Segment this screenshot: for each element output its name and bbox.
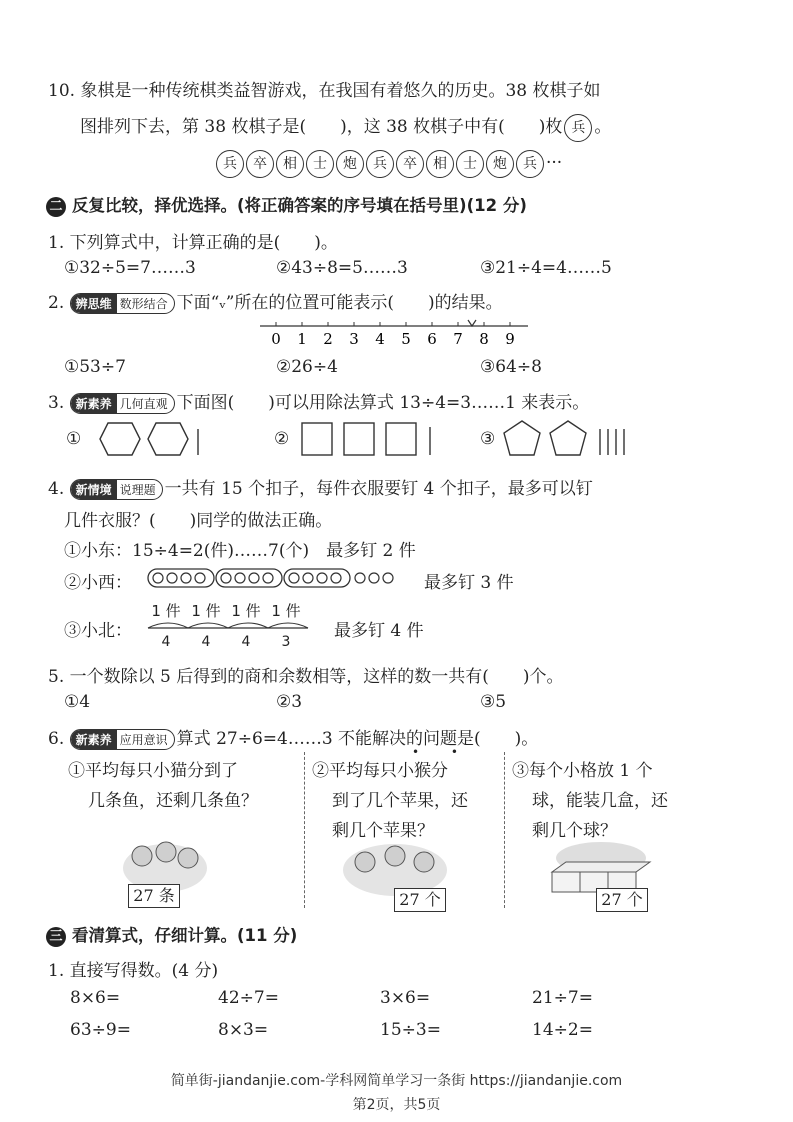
q2-stem xyxy=(48,288,503,314)
tick-label: 0 xyxy=(271,330,281,348)
tick-label: 1 xyxy=(297,330,307,348)
q10-line1: 10. 象棋是一种传统棋类益智游戏，在我国有着悠久的历史。38 枚棋子如 xyxy=(48,81,601,101)
q1-option-3: ③21÷4=4……5 xyxy=(480,258,612,278)
calc-8: 14÷2= xyxy=(532,1020,593,1040)
button-bead xyxy=(181,573,191,583)
q3-number: 3. xyxy=(48,393,65,413)
q6-c2-line2: 到了几个苹果，还 xyxy=(332,791,468,811)
q6-text: 算式 27÷6=4……3 不能解决的问题是( )。 xyxy=(176,729,539,749)
q10-line2-text: 图排列下去，第 38 枚棋子是( )，这 38 枚棋子中有( )枚 xyxy=(80,117,563,137)
q6-c1-line2: 几条鱼，还剩几条鱼？ xyxy=(88,791,258,811)
button-bead xyxy=(331,573,341,583)
check-marker-icon xyxy=(468,320,476,326)
divider xyxy=(304,752,305,908)
chess-piece: 士 xyxy=(306,150,334,178)
tick-label: 6 xyxy=(427,330,437,348)
q2-number: 2. xyxy=(48,293,65,313)
q4-option-b xyxy=(64,568,132,593)
tag-dark: 新情境 xyxy=(71,480,117,499)
q3-tag xyxy=(70,393,175,414)
q4-text: 一共有 15 个扣子，每件衣服要钉 4 个扣子，最多可以钉 xyxy=(164,479,593,499)
tick-label: 7 xyxy=(453,330,463,348)
tick-label: 4 xyxy=(375,330,385,348)
buttons-grouping-figure xyxy=(146,566,406,590)
q6-c2-line1: ②平均每只小猴分 xyxy=(312,761,448,781)
button-bead xyxy=(195,573,205,583)
q6-option-3 xyxy=(512,756,668,846)
tag-dark: 新素养 xyxy=(71,730,117,749)
chess-piece: 士 xyxy=(456,150,484,178)
q10-line2 xyxy=(80,112,611,142)
apples-label: 27 个 xyxy=(394,888,446,912)
number-line xyxy=(256,318,536,350)
s3-q1-stem: 1. 直接写得数。(4 分) xyxy=(48,961,219,981)
q1-option-1: ①32÷5=7……3 xyxy=(64,258,196,278)
button-bead xyxy=(153,573,163,583)
segment-top-label: 1 件 xyxy=(151,602,181,620)
q10-line2-end: 。 xyxy=(594,117,612,137)
q4-c-bottom-labels xyxy=(146,634,306,650)
q4-option-c: ③小北： xyxy=(64,621,132,641)
segment-bottom-label: 4 xyxy=(201,634,211,650)
chess-piece-inline: 兵 xyxy=(564,114,592,142)
q6-option-1 xyxy=(68,756,258,816)
segment-top-label: 1 件 xyxy=(231,602,261,620)
squares-figure xyxy=(298,419,438,459)
q6-c3-line1: ③每个小格放 1 个 xyxy=(512,761,653,781)
chess-piece: 兵 xyxy=(366,150,394,178)
section-title: 反复比较，择优选择。(将正确答案的序号填在括号里)(12 分) xyxy=(72,196,527,215)
tag-dark: 新素养 xyxy=(71,394,117,413)
segment-bottom-label: 4 xyxy=(161,634,171,650)
calc-7: 15÷3= xyxy=(380,1020,441,1040)
tick-label: 2 xyxy=(323,330,333,348)
balls-label: 27 个 xyxy=(596,888,648,912)
q3-stem xyxy=(48,388,589,414)
tag-light: 应用意识 xyxy=(119,733,168,747)
q2-option-1: ①53÷7 xyxy=(64,357,126,377)
button-bead xyxy=(249,573,259,583)
calc-2: 42÷7= xyxy=(218,988,279,1008)
q2-option-2: ②26÷4 xyxy=(276,357,338,377)
tick-label: 9 xyxy=(505,330,515,348)
q4-stem xyxy=(48,474,593,500)
button-bead xyxy=(167,573,177,583)
q6-c1-line1: ①平均每只小猫分到了 xyxy=(68,761,238,781)
tag-light: 数形结合 xyxy=(119,297,168,311)
calc-3: 3×6= xyxy=(380,988,431,1008)
q6-tag xyxy=(70,729,175,750)
q6-c3-line2: 球，能装几盒，还 xyxy=(532,791,668,811)
chess-piece: 兵 xyxy=(516,150,544,178)
tag-light: 几何直观 xyxy=(119,397,168,411)
button-bead xyxy=(263,573,273,583)
section-number: 二 xyxy=(46,197,66,217)
button-bead xyxy=(289,573,299,583)
section-2-header xyxy=(46,192,527,217)
chess-piece: 炮 xyxy=(486,150,514,178)
q2-tag xyxy=(70,293,175,314)
button-bead xyxy=(303,573,313,583)
chess-piece: 卒 xyxy=(246,150,274,178)
hexagons-figure xyxy=(92,419,212,459)
calc-6: 8×3= xyxy=(218,1020,269,1040)
tick-label: 8 xyxy=(479,330,489,348)
segment-bottom-label: 3 xyxy=(281,634,291,650)
button-bead xyxy=(221,573,231,583)
q5-option-1: ①4 xyxy=(64,692,91,712)
tag-dark: 辨思维 xyxy=(71,294,117,313)
q4-b-label: ②小西： xyxy=(64,573,132,593)
chess-piece: 炮 xyxy=(336,150,364,178)
chess-piece: 相 xyxy=(426,150,454,178)
q4-b-tail: 最多钉 3 件 xyxy=(424,573,514,593)
divider xyxy=(504,752,505,908)
q4-tag xyxy=(70,479,163,500)
q6-c2-line3: 剩几个苹果？ xyxy=(332,821,434,841)
q3-text: 下面图( )可以用除法算式 13÷4=3……1 来表示。 xyxy=(176,393,590,413)
q5-option-3: ③5 xyxy=(480,692,507,712)
footer-source: 简单街-jiandanjie.com-学科网简单学习一条街 https://jiandanjie.com xyxy=(170,1073,623,1089)
cats-label: 27 条 xyxy=(128,884,180,908)
calc-4: 21÷7= xyxy=(532,988,593,1008)
button-bead xyxy=(383,573,393,583)
button-bead xyxy=(355,573,365,583)
q5-option-2: ②3 xyxy=(276,692,303,712)
section-title: 看清算式，仔细计算。(11 分) xyxy=(72,926,298,945)
calc-5: 63÷9= xyxy=(70,1020,131,1040)
segment-bottom-label: 4 xyxy=(241,634,251,650)
tick-label: 3 xyxy=(349,330,359,348)
q2-text: 下面“ᵥ”所在的位置可能表示( )的结果。 xyxy=(176,293,503,313)
pentagons-figure xyxy=(500,417,640,459)
q4-stem-2: 几件衣服？( )同学的做法正确。 xyxy=(64,511,333,531)
footer-page: 第2页，共5页 xyxy=(352,1097,441,1113)
section-3-header xyxy=(46,922,297,947)
calc-1: 8×6= xyxy=(70,988,121,1008)
q2-option-3: ③64÷8 xyxy=(480,357,542,377)
segment-top-label: 1 件 xyxy=(191,602,221,620)
q4-number: 4. xyxy=(48,479,65,499)
emphasis-dots: • • xyxy=(412,745,472,759)
q5-stem: 5. 一个数除以 5 后得到的商和余数相等，这样的数一共有( )个。 xyxy=(48,667,564,687)
tag-light: 说理题 xyxy=(119,483,156,497)
q3-option-1-label: ① xyxy=(66,429,82,449)
chess-sequence xyxy=(216,150,562,178)
q4-c-tail: 最多钉 4 件 xyxy=(334,621,424,641)
chess-piece: 相 xyxy=(276,150,304,178)
q6-c3-line3: 剩几个球？ xyxy=(532,821,617,841)
q6-option-2 xyxy=(312,756,468,846)
q1-stem: 1. 下列算式中，计算正确的是( )。 xyxy=(48,233,338,253)
q3-option-3-label: ③ xyxy=(480,429,496,449)
button-bead xyxy=(317,573,327,583)
q6-number: 6. xyxy=(48,729,65,749)
tick-label: 5 xyxy=(401,330,411,348)
segment-line-figure xyxy=(146,618,316,632)
q1-option-2: ②43÷8=5……3 xyxy=(276,258,408,278)
segment-top-label: 1 件 xyxy=(271,602,301,620)
q4-option-a: ①小东：15÷4=2(件)……7(个) 最多钉 2 件 xyxy=(64,541,416,561)
button-bead xyxy=(369,573,379,583)
section-number: 三 xyxy=(46,927,66,947)
chess-piece: 兵 xyxy=(216,150,244,178)
sequence-ellipsis: ··· xyxy=(546,153,563,173)
chess-piece: 卒 xyxy=(396,150,424,178)
button-bead xyxy=(235,573,245,583)
q3-option-2-label: ② xyxy=(274,429,290,449)
